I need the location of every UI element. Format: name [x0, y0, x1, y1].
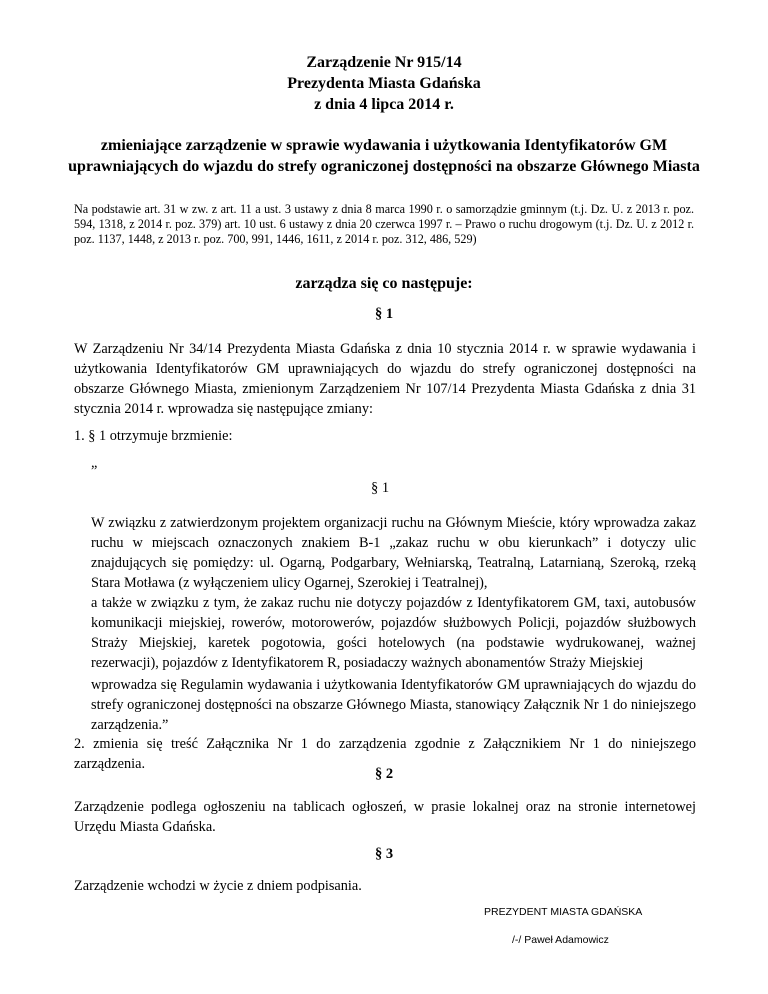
signature-office: PREZYDENT MIASTA GDAŃSKA	[484, 906, 643, 918]
quoted-paragraph-2: a także w związku z tym, że zakaz ruchu nie dotyczy pojazdów z Identyfikatorem GM, taxi, autobusów komunikacji miejskiej, rowerów, motorowerów, pojazdów służbowych Policji, pojazdów służbowych Straży Miejskiej, karetek pogotowia, gości hotelowych (na podstawie wydrukowanej, ważnej rezerwacji), pojazdów z Identyfikatorem R, posiadaczy ważnych abonamentów Straży Miejskiej	[91, 595, 696, 671]
quote-open-mark: „	[91, 455, 98, 471]
section-1-title: § 1	[374, 306, 394, 322]
document-title-date: z dnia 4 lipca 2014 r.	[314, 96, 454, 113]
section-1-item-1-label: 1. § 1 otrzymuje brzmienie:	[74, 428, 233, 444]
legal-basis: Na podstawie art. 31 w zw. z art. 11 a ust. 3 ustawy z dnia 8 marca 1990 r. o samorządzie gminnym (t.j. Dz. U. z 2013 r. poz. 594, 1318, z 2014 r. poz. 379) art. 10 ust. 6 ustawy z dnia 20 czerwca 1997 r. – Prawo o ruchu drogowym (t.j. Dz. U. z 2012 r. poz. 1137, 1448, z 2013 r. poz. 700, 991, 1446, 1611, z 2014 r. poz. 312, 486, 529)	[74, 202, 694, 246]
section-1-item-2: 2. zmienia się treść Załącznika Nr 1 do zarządzenia zgodnie z Załącznikiem Nr 1 do niniejszego zarządzenia.	[74, 736, 696, 772]
quoted-section-title: § 1	[371, 480, 390, 496]
section-3-text: Zarządzenie wchodzi w życie z dniem podpisania.	[74, 878, 362, 894]
section-1-intro: W Zarządzeniu Nr 34/14 Prezydenta Miasta Gdańska z dnia 10 stycznia 2014 r. w sprawie wydawania i użytkowania Identyfikatorów GM uprawniających do wjazdu do strefy ograniczonej dostępności na obszarze Głównego Miasta, zmienionym Zarządzeniem Nr 107/14 Prezydenta Miasta Gdańska z dnia 31 stycznia 2014 r. wprowadza się następujące zmiany:	[74, 341, 696, 417]
quoted-paragraph-1: W związku z zatwierdzonym projektem organizacji ruchu na Głównym Mieście, który wprowadza zakaz ruchu w miejscach oznaczonych znakiem B-1 „zakaz ruchu w obu kierunkach” i dotyczy ulic znajdujących się pomiędzy: ul. Ogarną, Podgarbary, Wełniarską, Teatralną, Latarnianą, Szeroką, rzeką Stara Motława (z wyłączeniem ulicy Ogarnej, Szerokiej i Teatralnej),	[91, 515, 696, 591]
section-2-text: Zarządzenie podlega ogłoszeniu na tablicach ogłoszeń, w prasie lokalnej oraz na stronie internetowej Urzędu Miasta Gdańska.	[74, 799, 696, 835]
section-3-title: § 3	[374, 846, 394, 862]
section-2-title: § 2	[374, 766, 394, 782]
signature-name: /-/ Paweł Adamowicz	[512, 934, 609, 946]
declaration: zarządza się co następuje:	[295, 275, 473, 292]
document-subject-line2: uprawniających do wjazdu do strefy ograniczonej dostępności na obszarze Głównego Miasta	[68, 158, 700, 175]
document-title-number: Zarządzenie Nr 915/14	[306, 54, 462, 71]
document-subject-line1: zmieniające zarządzenie w sprawie wydawania i użytkowania Identyfikatorów GM	[100, 137, 668, 154]
quoted-paragraph-3: wprowadza się Regulamin wydawania i użytkowania Identyfikatorów GM uprawniających do wjazdu do strefy ograniczonej dostępności na obszarze Głównego Miasta, stanowiący Załącznik Nr 1 do niniejszego zarządzenia.”	[91, 677, 696, 733]
document-title-issuer: Prezydenta Miasta Gdańska	[287, 75, 481, 92]
